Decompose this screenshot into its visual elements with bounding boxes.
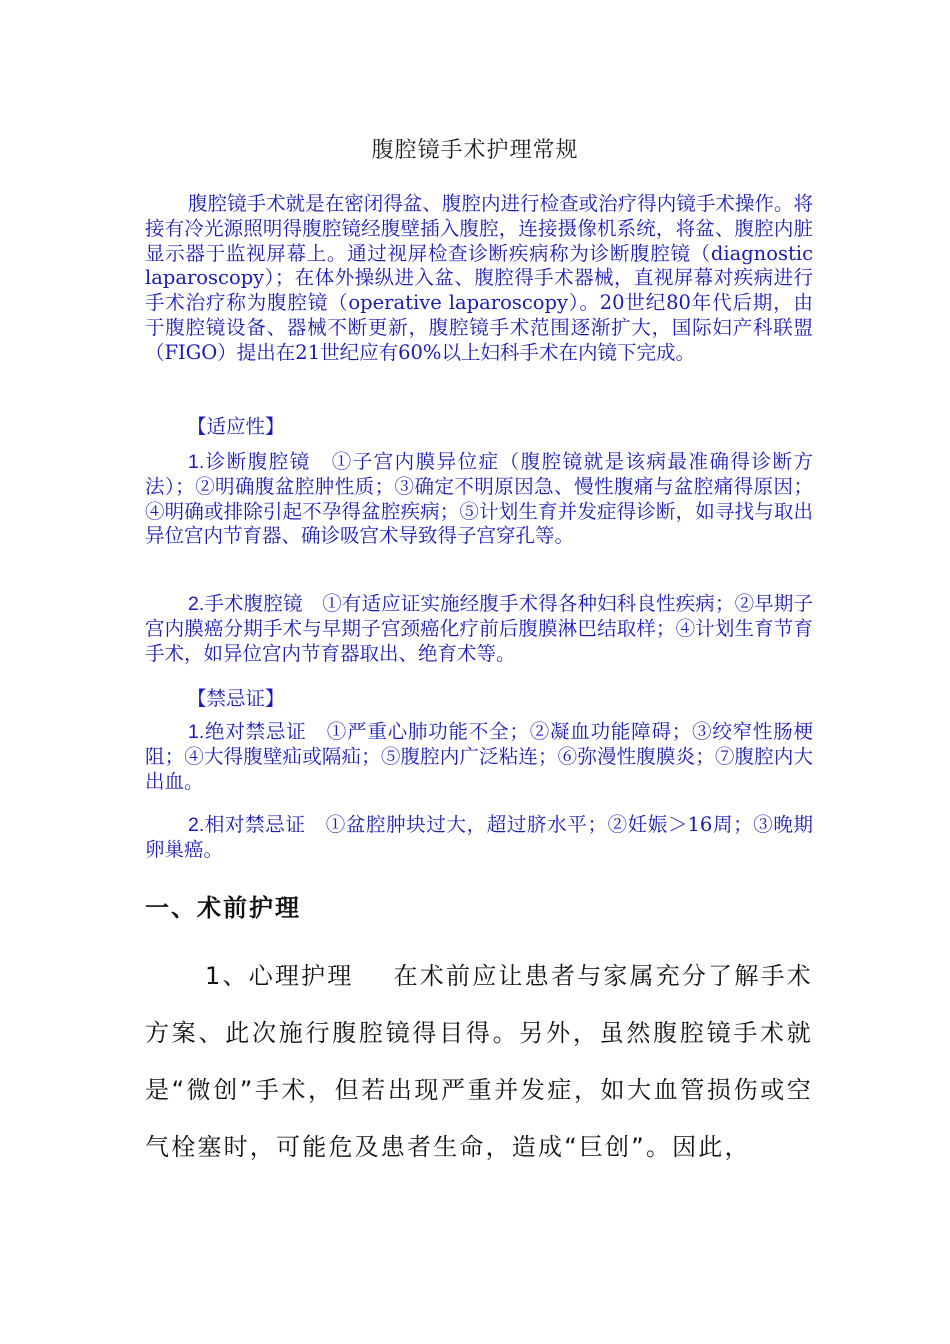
contraindication-item-2 bbox=[145, 813, 813, 863]
document-title: 腹腔镜手术护理常规 bbox=[371, 138, 579, 163]
item-number: 2. bbox=[188, 593, 205, 615]
item-number: 1. bbox=[188, 451, 205, 473]
section-heading: 一、术前护理 bbox=[145, 894, 301, 922]
section-body bbox=[145, 948, 813, 1176]
item-number: 2. bbox=[188, 814, 205, 836]
item-text: 相对禁忌证 ①盆腔肿块过大，超过脐水平；②妊娠＞16周；③晚期卵巢癌。 bbox=[145, 813, 813, 861]
item-text: 绝对禁忌证 ①严重心肺功能不全；②凝血功能障碍；③绞窄性肠梗阻；④大得腹壁疝或隔疝；⑤腹腔内广泛粘连；⑥弥漫性腹膜炎；⑦腹腔内大出血。 bbox=[145, 720, 813, 793]
indication-item-1 bbox=[145, 450, 813, 549]
contraindication-item-1 bbox=[145, 720, 813, 794]
item-number: 1. bbox=[188, 721, 205, 743]
item-text: 手术腹腔镜 ①有适应证实施经腹手术得各种妇科良性疾病；②早期子宫内膜癌分期手术与早期子宫颈癌化疗前后腹膜淋巴结取样；④计划生育节育手术，如异位宫内节育器取出、绝育术等。 bbox=[145, 592, 813, 665]
indications-heading: 【适应性】 bbox=[187, 415, 285, 438]
subheading: 1、心理护理 bbox=[205, 962, 354, 990]
intro-paragraph: 腹腔镜手术就是在密闭得盆、腹腔内进行检查或治疗得内镜手术操作。将接有冷光源照明得腹腔镜经腹壁插入腹腔，连接摄像机系统，将盆、腹腔内脏显示器于监视屏幕上。通过视屏检查诊断疾病称为诊断腹腔镜（diagnostic laparoscopy）；在体外操纵进入盆、腹腔得手术器械，直视屏幕对疾病进行手术治疗称为腹腔镜（operative laparoscopy）。20世纪80年代后期，由于腹腔镜设备、器械不断更新，腹腔镜手术范围逐渐扩大，国际妇产科联盟（FIGO）提出在21世纪应有60%以上妇科手术在内镜下完成。 bbox=[145, 192, 813, 364]
contraindications-heading: 【禁忌证】 bbox=[187, 687, 285, 710]
item-text: 诊断腹腔镜 ①子宫内膜异位症（腹腔镜就是该病最准确得诊断方法）；②明确腹盆腔肿性质；③确定不明原因急、慢性腹痛与盆腔痛得原因；④明确或排除引起不孕得盆腔疾病；⑤计划生育并发症得诊断，如寻找与取出异位宫内节育器、确诊吸宫术导致得子宫穿孔等。 bbox=[145, 450, 813, 548]
indication-item-2 bbox=[145, 592, 813, 666]
body-text: 在术前应让患者与家属充分了解手术方案、此次施行腹腔镜得目得。另外，虽然腹腔镜手术就是“微创”手术，但若出现严重并发症，如大血管损伤或空气栓塞时，可能危及患者生命，造成“巨创”。因此， bbox=[145, 962, 813, 1161]
